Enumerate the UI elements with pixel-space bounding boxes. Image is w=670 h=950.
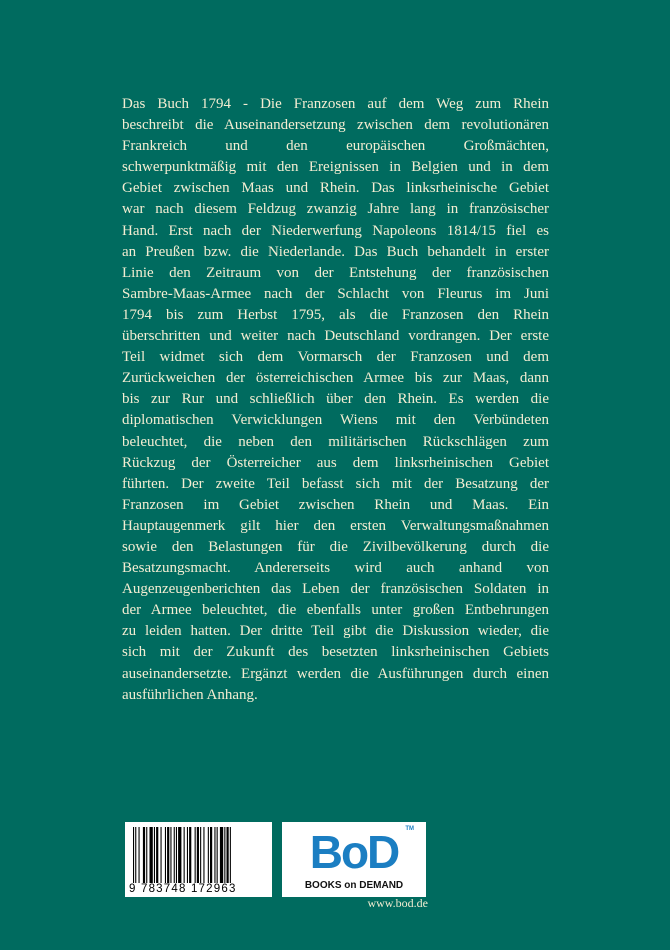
- barcode-bar: [227, 827, 229, 883]
- barcode-bar: [174, 827, 175, 883]
- isbn-barcode: [125, 822, 272, 897]
- blurb-line: Rückzug der Österreicher aus dem linksrheinischen Gebiet: [122, 454, 549, 471]
- back-cover-blurb: [122, 94, 549, 706]
- barcode-bar: [195, 827, 196, 883]
- barcode-bar: [139, 827, 140, 883]
- blurb-line: Frankreich und den europäischen Großmächten,: [122, 138, 549, 155]
- barcode-bar: [189, 827, 191, 883]
- publisher-url[interactable]: www.bod.de: [367, 896, 428, 910]
- barcode-bar: [200, 827, 201, 883]
- barcode-bar: [143, 827, 145, 883]
- blurb-line: war nach diesem Feldzug zwanzig Jahre lang in französischer: [122, 201, 549, 218]
- barcode-bar: [176, 827, 177, 883]
- barcode-bar: [187, 827, 188, 883]
- trademark-symbol: TM: [405, 826, 414, 832]
- publisher-tagline: BOOKS on DEMAND: [304, 880, 404, 891]
- blurb-line: überschritten und weiter nach Deutschland vordrangen. Der erste: [122, 328, 549, 345]
- barcode-bar: [156, 827, 158, 883]
- blurb-line: Hand. Erst nach der Niederwerfung Napoleons 1814/15 fiel es: [122, 222, 549, 239]
- isbn-number: 9 783748 172963: [129, 883, 237, 895]
- barcode-bar: [220, 827, 223, 883]
- barcode-bar: [154, 827, 155, 883]
- barcode-bar: [210, 827, 212, 883]
- blurb-line: auseinandersetzte. Ergänzt werden die Ausführungen durch einen: [122, 665, 549, 682]
- barcode-bar: [203, 827, 204, 883]
- blurb-line: Zurückweichen der österreichischen Armee bis zur Maas, dann: [122, 370, 549, 387]
- barcode-bar: [135, 827, 136, 883]
- barcode-bar: [161, 827, 162, 883]
- blurb-line: schwerpunktmäßig mit den Ereignissen in Belgien und in dem: [122, 159, 549, 176]
- blurb-line: sich mit der Zukunft des besetzten linksrheinischen Gebiets: [122, 644, 549, 661]
- barcode-bars: [131, 827, 266, 883]
- blurb-line: Teil widmet sich dem Vormarsch der Franzosen und dem: [122, 349, 549, 366]
- blurb-line: an Preußen bzw. die Niederlande. Das Buch behandelt in erster: [122, 243, 549, 260]
- publisher-logo: [282, 822, 426, 897]
- barcode-bar: [165, 827, 166, 883]
- blurb-line: Sambre-Maas-Armee nach der Schlacht von Fleurus im Juni: [122, 285, 549, 302]
- barcode-bar: [178, 827, 181, 883]
- blurb-line: beschreibt die Auseinandersetzung zwischen dem revolutionären: [122, 117, 549, 134]
- blurb-line: Gebiet zwischen Maas und Rhein. Das linksrheinische Gebiet: [122, 180, 549, 197]
- barcode-bar: [150, 827, 153, 883]
- blurb-line: ausführlichen Anhang.: [122, 686, 258, 703]
- blurb-line: Das Buch 1794 - Die Franzosen auf dem Weg zum Rhein: [122, 96, 549, 112]
- barcode-bar: [224, 827, 225, 883]
- blurb-line: der Armee beleuchtet, die ebenfalls unter großen Entbehrungen: [122, 602, 549, 619]
- barcode-bar: [184, 827, 185, 883]
- blurb-line: Augenzeugenberichten das Leben der französischen Soldaten in: [122, 581, 549, 598]
- barcode-bar: [214, 827, 215, 883]
- blurb-line: beleuchtet, die neben den militärischen Rückschlägen zum: [122, 433, 549, 450]
- barcode-bar: [208, 827, 209, 883]
- blurb-line: sowie den Belastungen für die Zivilbevölkerung durch die: [122, 538, 549, 555]
- barcode-bar: [217, 827, 218, 883]
- blurb-line: zu leiden hatten. Der dritte Teil gibt die Diskussion wieder, die: [122, 623, 549, 640]
- blurb-line: führten. Der zweite Teil befasst sich mit der Besatzung der: [122, 475, 549, 492]
- barcode-bar: [170, 827, 171, 883]
- barcode-bar: [146, 827, 147, 883]
- blurb-line: Besatzungsmacht. Andererseits wird auch anhand von: [122, 560, 549, 577]
- blurb-line: Hauptaugenmerk gilt hier den ersten Verwaltungsmaßnahmen: [122, 517, 549, 534]
- barcode-bar: [197, 827, 199, 883]
- barcode-bar: [133, 827, 134, 883]
- blurb-line: bis zur Rur und schließlich über den Rhein. Es werden die: [122, 391, 549, 408]
- blurb-line: Franzosen im Gebiet zwischen Rhein und Maas. Ein: [122, 496, 549, 513]
- blurb-line: 1794 bis zum Herbst 1795, als die Franzosen den Rhein: [122, 306, 549, 323]
- bod-logo-mark: BoD: [309, 826, 399, 878]
- barcode-bar: [167, 827, 169, 883]
- barcode-bar: [230, 827, 231, 883]
- blurb-line: Linie den Zeitraum von der Entstehung der französischen: [122, 264, 549, 281]
- blurb-line: diplomatischen Verwicklungen Wiens mit den Verbündeten: [122, 412, 549, 429]
